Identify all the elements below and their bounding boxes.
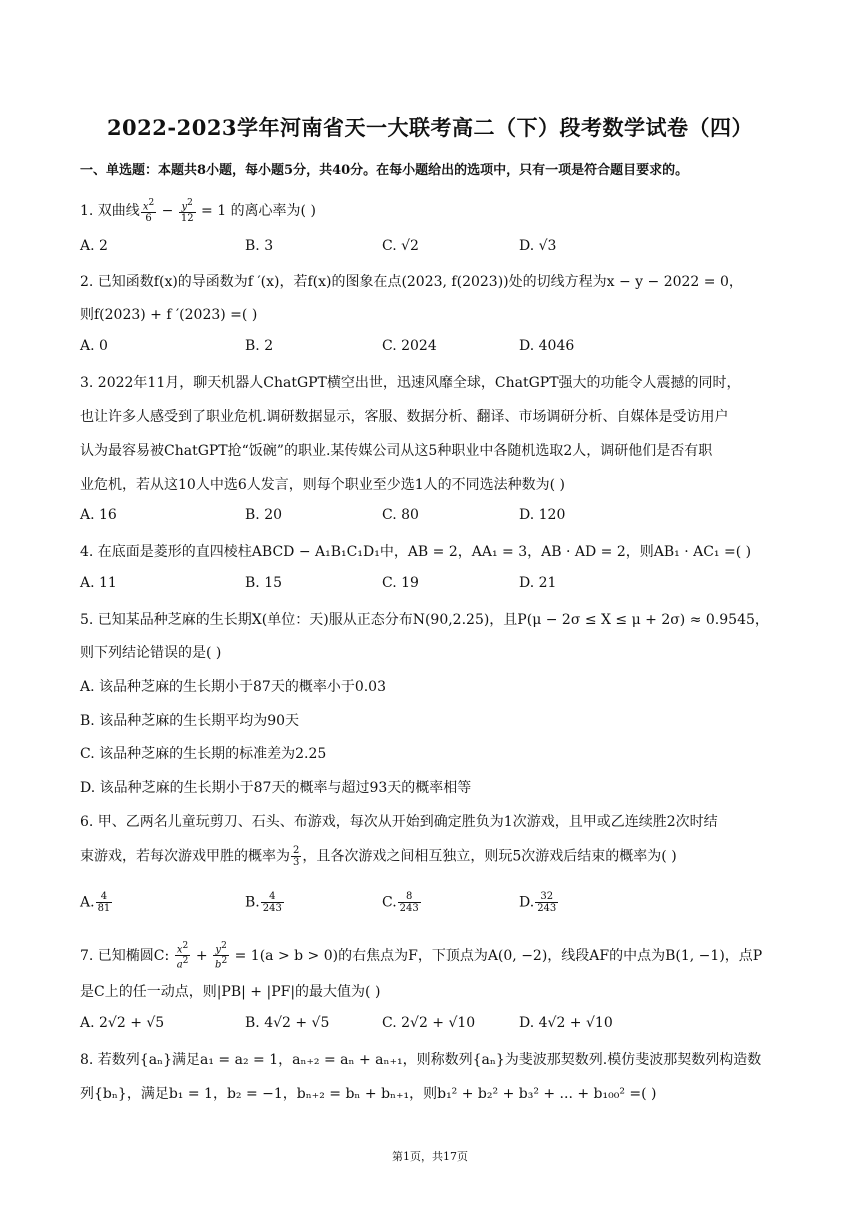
question-7-line-2: 是C上的任一动点，则|PB| + |PF|的最大值为( ) xyxy=(80,984,381,1000)
question-3-line-3: 认为最容易被ChatGPT抢“饭碗”的职业.某传媒公司从这5种职业中各随机选取2人，调研他们是否有职 xyxy=(80,443,713,459)
option-b: B. 该品种芝麻的生长期平均为90天 xyxy=(80,713,300,729)
question-8-line-1: 8. 若数列{aₙ}满足a₁ = a₂ = 1，aₙ₊₂ = aₙ + aₙ₊₁，则称数列{aₙ}为斐波那契数列.模仿斐波那契数列构造数 xyxy=(80,1052,762,1068)
option-d: D. 120 xyxy=(519,507,566,523)
question-8-line-2: 列{bₙ}，满足b₁ = 1，b₂ = −1，bₙ₊₂ = bₙ + bₙ₊₁，则b₁² + b₂² + b₃² + ... + b₁₀₀² =( ) xyxy=(80,1086,657,1102)
option-b: B. 15 xyxy=(245,575,283,591)
option-c: C. 19 xyxy=(382,575,419,591)
question-2-line-1: 2. 已知函数f(x)的导函数为f ′(x)，若f(x)的图象在点(2023, f(2023))处的切线方程为x − y − 2022 = 0， xyxy=(80,274,743,290)
fraction: $\frac{y^2}{b^2}$ xyxy=(215,941,228,971)
question-5-line-2: 则下列结论错误的是( ) xyxy=(80,645,222,661)
option-c: C. 80 xyxy=(382,507,419,523)
question-5-line-1: 5. 已知某品种芝麻的生长期X(单位：天)服从正态分布N(90,2.25)，且P(μ − 2σ ≤ X ≤ μ + 2σ) ≈ 0.9545， xyxy=(80,612,769,628)
option-b: B. 2 xyxy=(245,338,274,354)
fraction: $\frac{x^2}{6}$ xyxy=(142,198,155,225)
question-6-line-2: 束游戏，若每次游戏甲胜的概率为 $\frac{2}{3}$ ，且各次游戏之间相互独立，则玩5次游戏后结束的概率为( ) xyxy=(80,845,677,868)
option-a: A. $\frac{4}{81}$ xyxy=(80,891,111,914)
option-b: B. 3 xyxy=(245,238,274,254)
page-footer: 第1页，共17页 xyxy=(392,1150,468,1163)
option-a: A. 16 xyxy=(80,507,117,523)
option-b: B. 4√2 + √5 xyxy=(245,1015,330,1031)
option-d: D. 4√2 + √10 xyxy=(519,1015,613,1031)
option-d: D. $\frac{32}{243}$ xyxy=(519,891,557,914)
section-heading: 一、单选题：本题共8小题，每小题5分，共40分。在每小题给出的选项中，只有一项是符合题目要求的。 xyxy=(80,163,689,178)
option-d: D. 该品种芝麻的生长期小于87天的概率与超过93天的概率相等 xyxy=(80,780,472,796)
question-2-line-2: 则f(2023) + f ′(2023) =( ) xyxy=(80,307,258,323)
page-title: 2022-2023学年河南省天一大联考高二（下）段考数学试卷（四） xyxy=(106,115,754,140)
question-3-line-4: 业危机，若从这10人中选6人发言，则每个职业至少选1人的不同选法种数为( ) xyxy=(80,477,566,493)
fraction: $\frac{2}{3}$ xyxy=(293,845,300,868)
option-a: A. 2√2 + √5 xyxy=(80,1015,165,1031)
option-c: C. $\frac{8}{243}$ xyxy=(382,891,419,914)
question-6-line-1: 6. 甲、乙两名儿童玩剪刀、石头、布游戏，每次从开始到确定胜负为1次游戏，且甲或乙连续胜2次时结 xyxy=(80,814,718,830)
option-a: A. 11 xyxy=(80,575,117,591)
question-7-line-1: 7. 已知椭圆C: $\frac{x^2}{a^2}$ + $\frac{y^2}{b^2}$ = 1(a > b > 0)的右焦点为F，下顶点为A(0, −2)，线段AF的中点为B(1, −1)，点P xyxy=(80,941,763,971)
option-b: B. 20 xyxy=(245,507,283,523)
option-d: D. 21 xyxy=(519,575,557,591)
question-4-line-1: 4. 在底面是菱形的直四棱柱ABCD − A₁B₁C₁D₁中，AB = 2，AA₁ = 3，AB · AD = 2，则AB₁ · AC₁ =( ) xyxy=(80,544,752,560)
fraction: $\frac{x^2}{a^2}$ xyxy=(176,941,189,971)
question-1: 1. 双曲线 $\frac{x^2}{6}$ − $\frac{y^2}{12}$ = 1 的离心率为( ) xyxy=(80,198,316,225)
option-a: A. 0 xyxy=(80,338,108,354)
option-a: A. 2 xyxy=(80,238,108,254)
option-c: C. 2√2 + √10 xyxy=(382,1015,476,1031)
option-d: D. 4046 xyxy=(519,338,575,354)
option-b: B. $\frac{4}{243}$ xyxy=(245,891,282,914)
option-c: C. √2 xyxy=(382,238,419,254)
question-3-line-1: 3. 2022年11月，聊天机器人ChatGPT横空出世，迅速风靡全球，ChatGPT强大的功能令人震撼的同时， xyxy=(80,375,741,391)
option-c: C. 2024 xyxy=(382,338,437,354)
option-d: D. √3 xyxy=(519,238,557,254)
option-a: A. 该品种芝麻的生长期小于87天的概率小于0.03 xyxy=(80,679,386,695)
question-3-line-2: 也让许多人感受到了职业危机.调研数据显示，客服、数据分析、翻译、市场调研分析、自媒体是受访用户 xyxy=(80,409,729,425)
fraction: $\frac{y^2}{12}$ xyxy=(180,198,194,225)
option-c: C. 该品种芝麻的生长期的标准差为2.25 xyxy=(80,746,327,762)
